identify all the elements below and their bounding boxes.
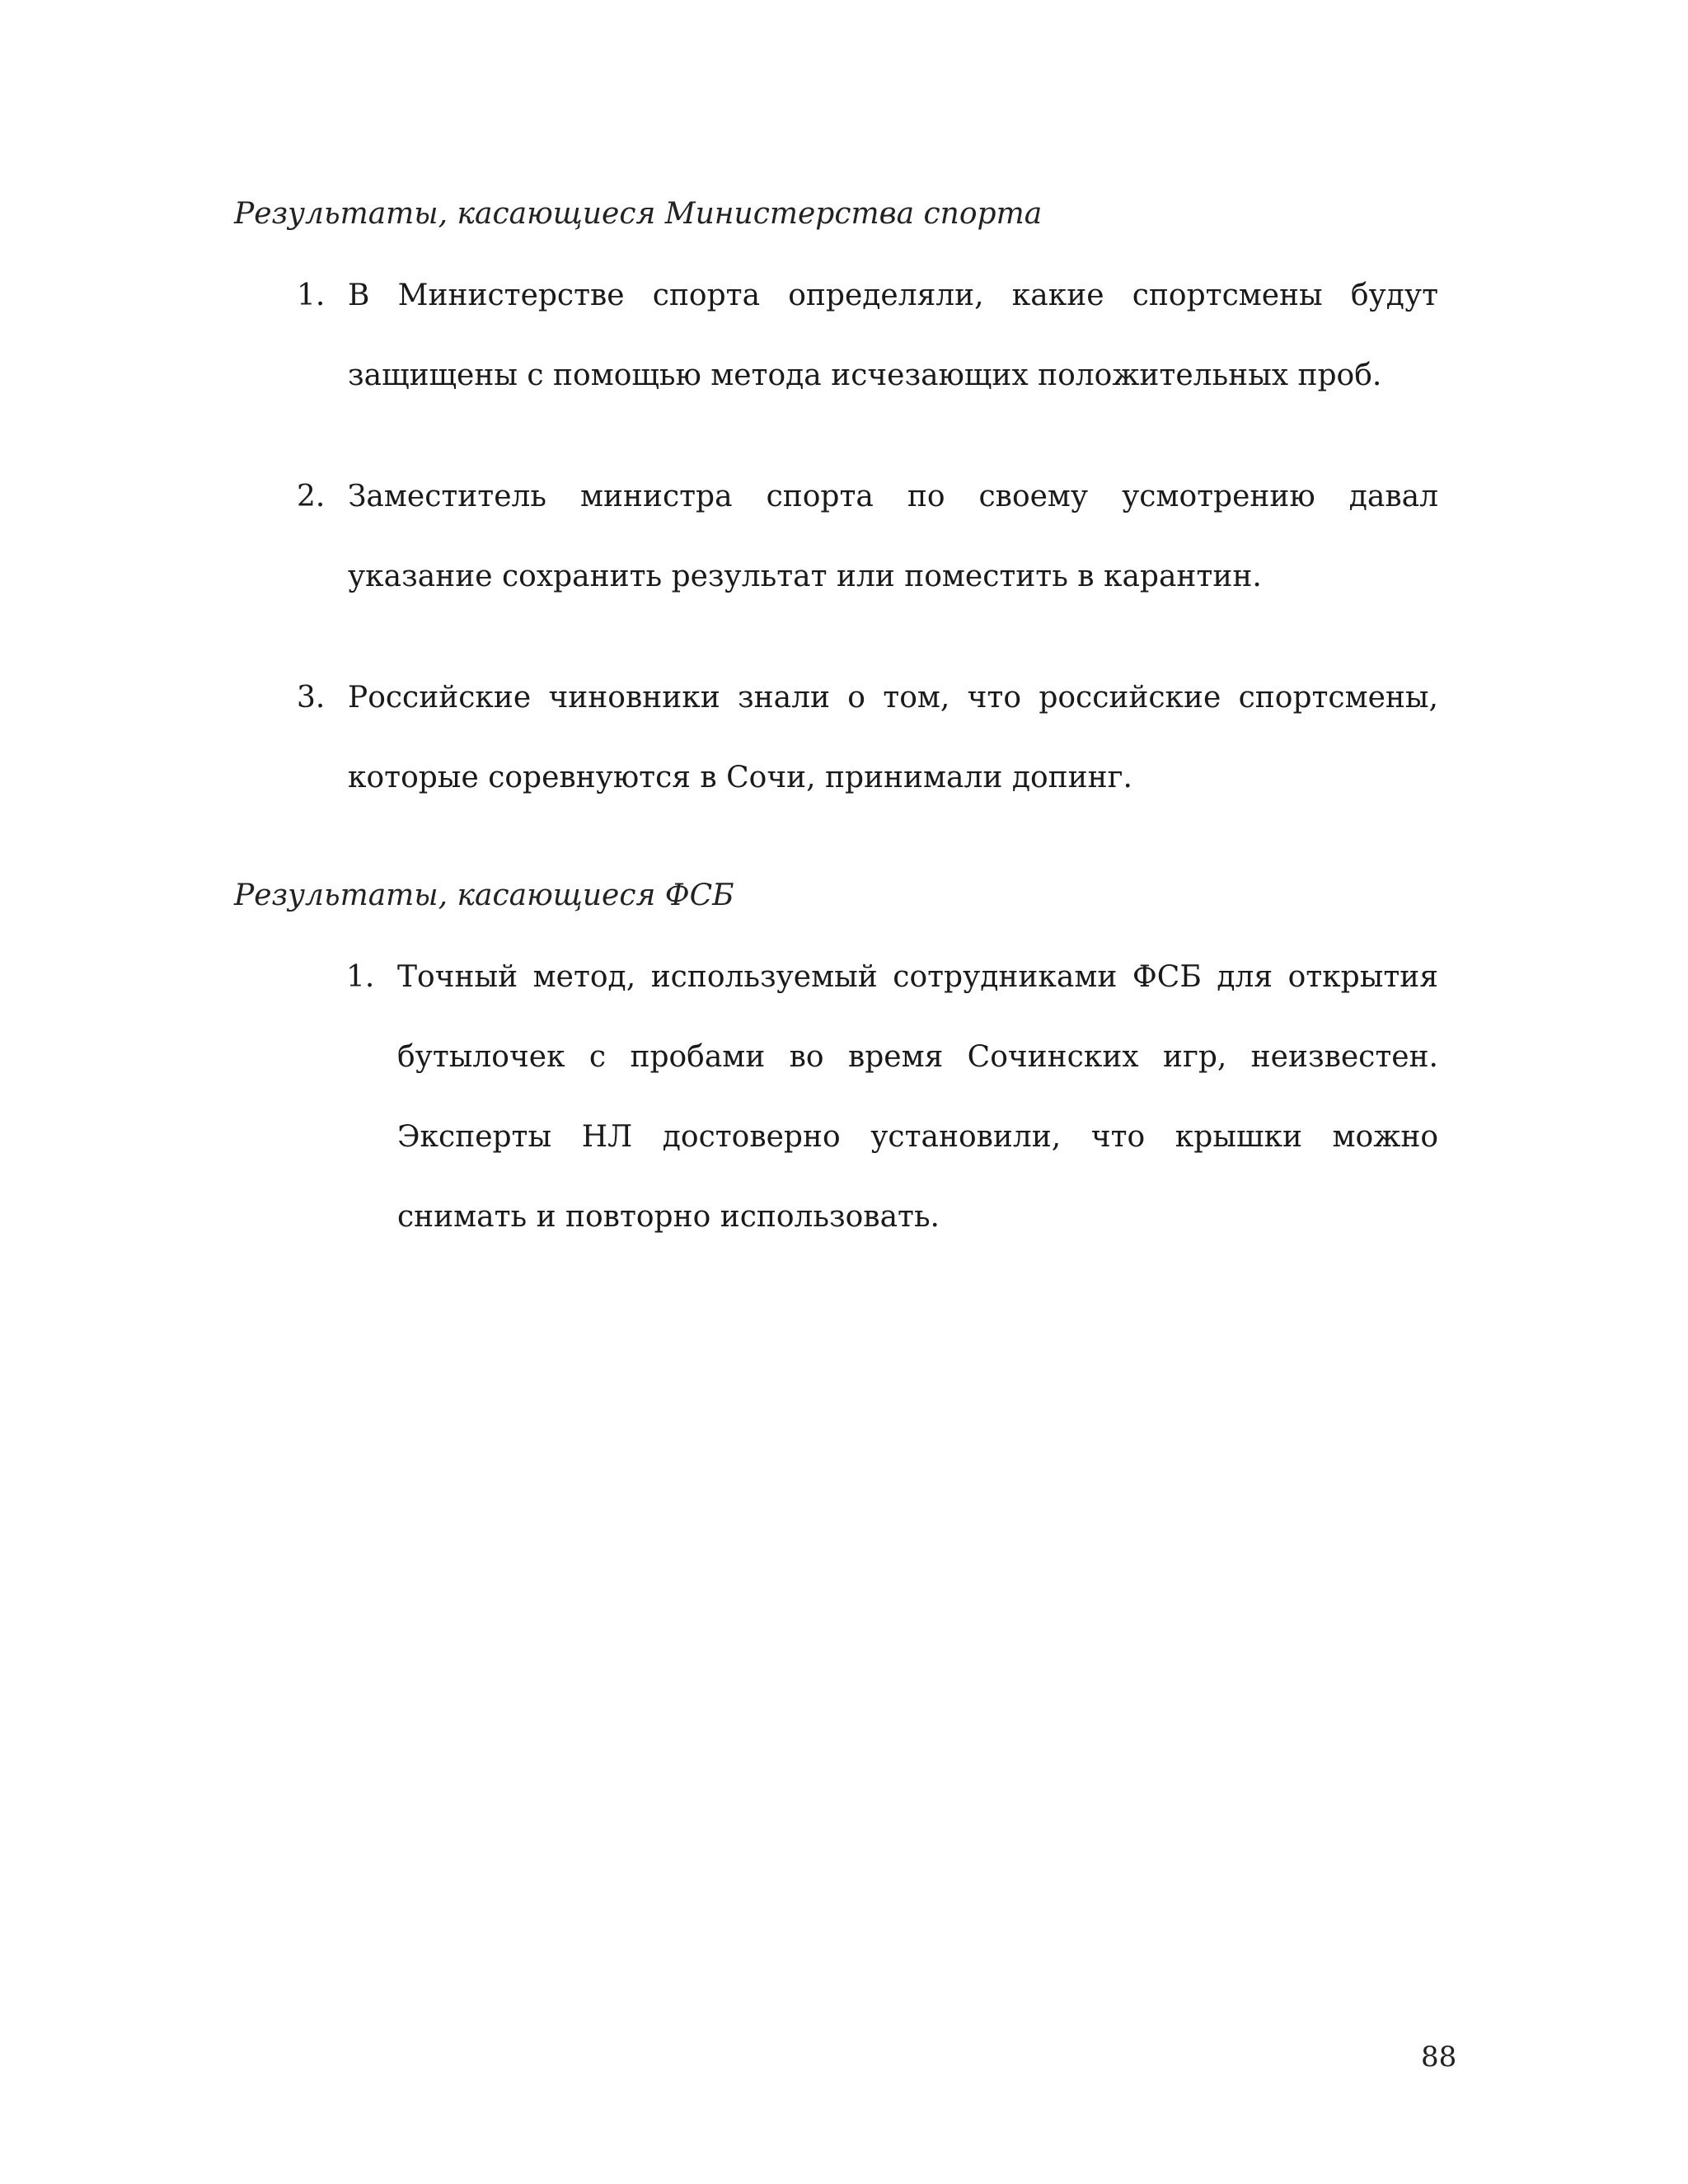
- list-item: [346, 937, 1438, 1257]
- findings-list-fsb: [346, 937, 1438, 1257]
- list-item-number: 1.: [297, 279, 326, 312]
- list-item: [297, 255, 1438, 415]
- list-item: [297, 658, 1438, 818]
- list-item-text: В Министерстве спорта определяли, какие спортсмены будут защищены с помощью метода исчезающих положительных проб.: [348, 279, 1438, 392]
- list-item-text: Российские чиновники знали о том, что российские спортсмены, которые соревнуются в Сочи, принимали допинг.: [348, 681, 1438, 794]
- list-item-number: 3.: [297, 681, 326, 715]
- list-item-number: 2.: [297, 480, 326, 513]
- section-heading-fsb: Результаты, касающиеся ФСБ: [234, 879, 734, 912]
- section-heading-ministry: Результаты, касающиеся Министерства спорта: [234, 197, 1043, 231]
- list-item-text: Заместитель министра спорта по своему усмотрению давал указание сохранить результат или поместить в карантин.: [348, 480, 1438, 593]
- list-item-number: 1.: [346, 960, 375, 994]
- list-item-text: Точный метод, используемый сотрудниками ФСБ для открытия бутылочек с пробами во время Сочинских игр, неизвестен. Эксперты НЛ достоверно установили, что крышки можно снимать и повторно использовать.: [397, 960, 1438, 1234]
- page-number: 88: [1421, 2041, 1457, 2074]
- list-item: [297, 457, 1438, 616]
- findings-list-ministry: [297, 255, 1438, 818]
